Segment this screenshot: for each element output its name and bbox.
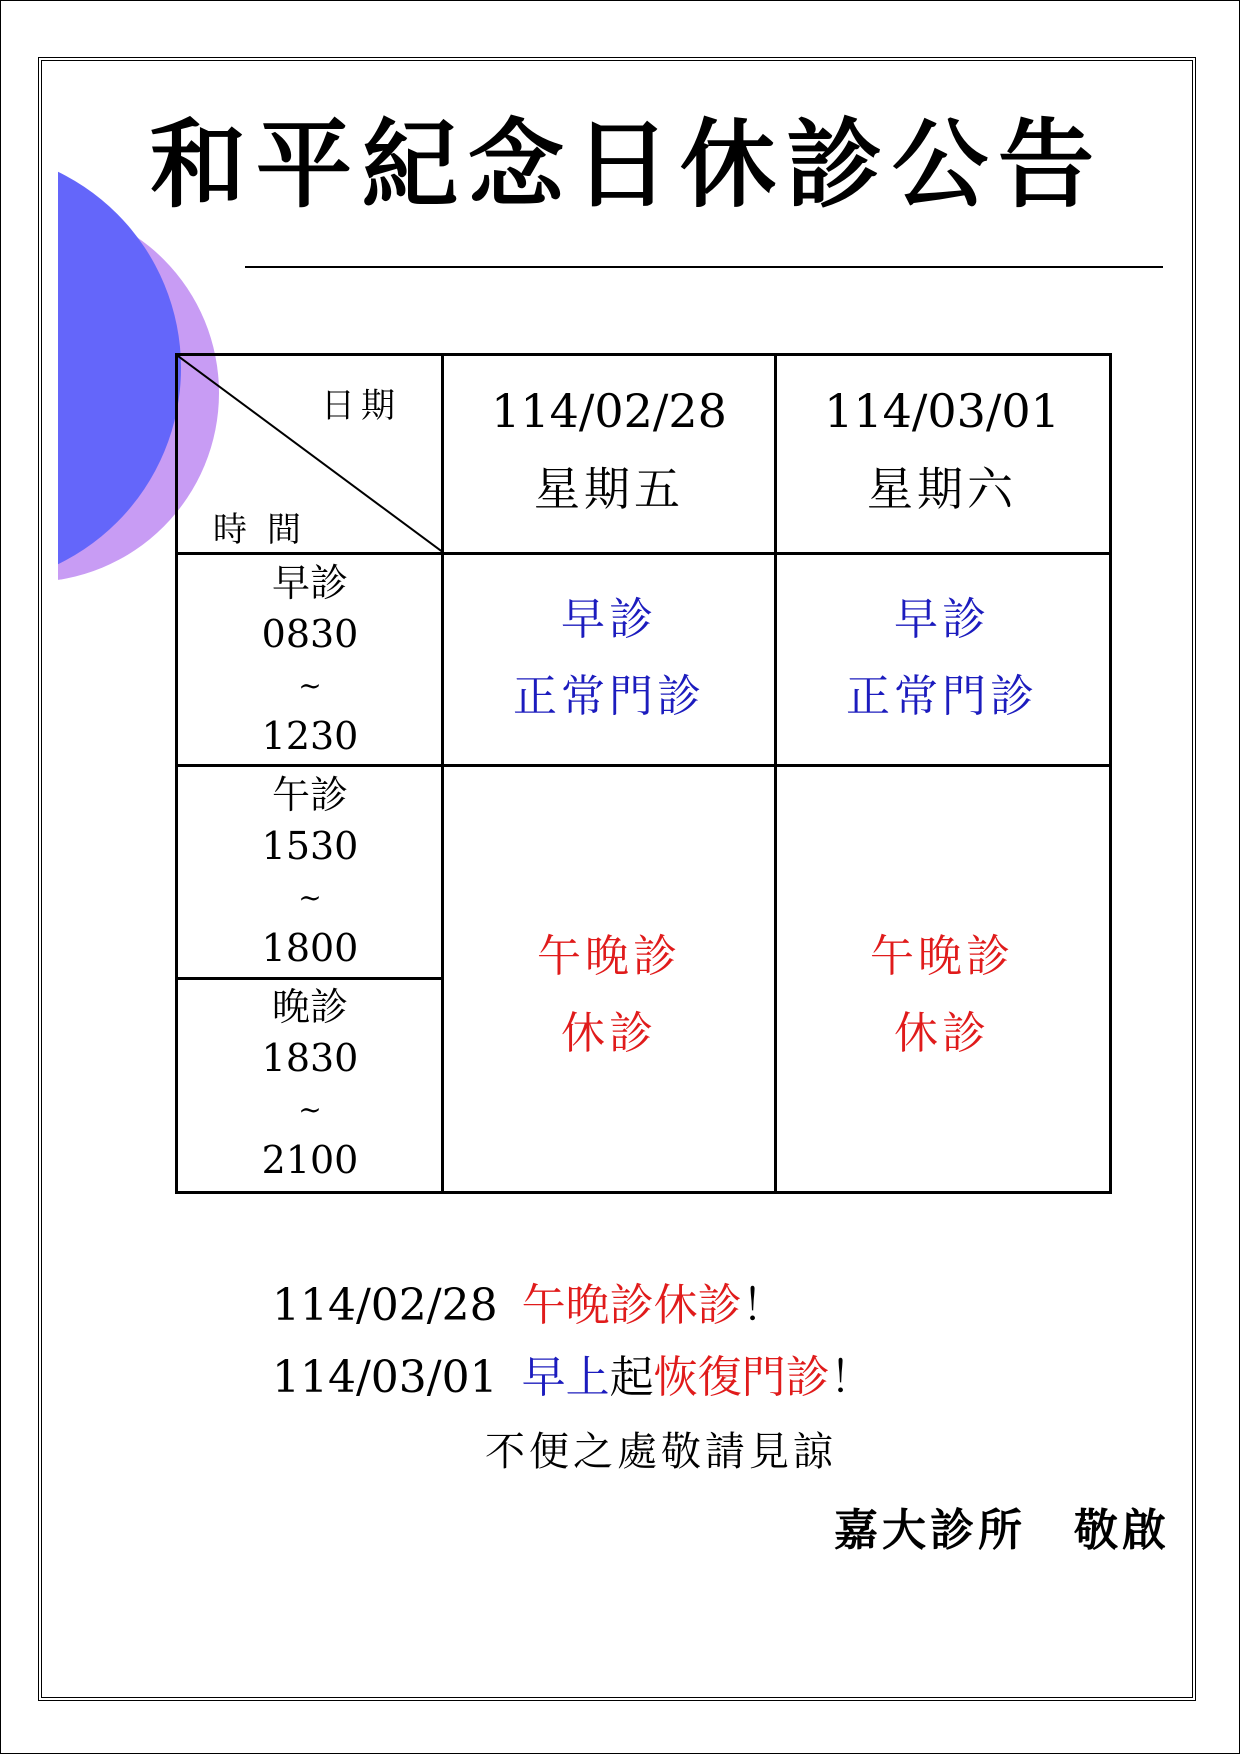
column-date: 114/02/28 <box>491 384 727 438</box>
status-line: 休診 <box>561 1008 657 1059</box>
apology-text: 不便之處敬請見諒 <box>485 1429 837 1475</box>
session-end: 1800 <box>261 926 359 970</box>
column-weekday: 星期六 <box>867 462 1017 516</box>
row-label-afternoon <box>178 770 442 974</box>
session-tilde: ~ <box>298 1093 322 1126</box>
corner-date-label: 日期 <box>321 386 401 426</box>
note-line-2 <box>272 1342 874 1414</box>
session-tilde: ~ <box>298 881 322 914</box>
note-segment: 恢復門診 <box>653 1352 830 1403</box>
session-tilde: ~ <box>298 669 322 702</box>
column-weekday: 星期五 <box>534 462 684 516</box>
status-line: 早診 <box>894 594 990 645</box>
morning-status-2 <box>777 581 1107 735</box>
status-line: 正常門診 <box>846 671 1038 722</box>
session-start: 0830 <box>261 612 359 656</box>
evening-status-2 <box>777 918 1107 1072</box>
status-line: 午晚診 <box>537 931 681 982</box>
session-start: 1530 <box>261 824 359 868</box>
note-date: 114/03/01 <box>272 1352 498 1403</box>
corner-time-label: 時間 <box>213 510 321 550</box>
status-line: 正常門診 <box>513 671 705 722</box>
note-date: 114/02/28 <box>272 1280 498 1331</box>
grid-hline-morning <box>178 764 1109 767</box>
note-segment: 起 <box>609 1352 654 1403</box>
status-line: 休診 <box>894 1008 990 1059</box>
row-label-morning <box>178 558 442 762</box>
grid-hline-header <box>178 552 1109 555</box>
column-header-2 <box>777 386 1107 514</box>
notes <box>272 1270 874 1414</box>
schedule-table <box>175 353 1112 1194</box>
session-end: 2100 <box>261 1138 359 1182</box>
session-start: 1830 <box>261 1036 359 1080</box>
column-header-1 <box>444 386 774 514</box>
session-name: 早診 <box>271 561 348 605</box>
title-underline <box>245 266 1163 268</box>
note-segment: ！ <box>741 1280 786 1331</box>
note-segment: 早上 <box>521 1352 610 1403</box>
status-line: 午晚診 <box>870 931 1014 982</box>
session-end: 1230 <box>261 714 359 758</box>
note-segment: 午晚診休診 <box>521 1280 742 1331</box>
session-name: 晚診 <box>271 985 348 1029</box>
signature: 嘉大診所 敬啟 <box>834 1505 1170 1556</box>
evening-status-1 <box>444 918 774 1072</box>
morning-status-1 <box>444 581 774 735</box>
notice-title: 和平紀念日休診公告 <box>150 108 1104 221</box>
status-line: 早診 <box>561 594 657 645</box>
session-name: 午診 <box>271 773 348 817</box>
note-line-1 <box>272 1270 874 1342</box>
row-label-evening <box>178 982 442 1186</box>
column-date: 114/03/01 <box>824 384 1060 438</box>
note-segment: ！ <box>829 1352 874 1403</box>
grid-hline-afternoon <box>178 977 443 980</box>
